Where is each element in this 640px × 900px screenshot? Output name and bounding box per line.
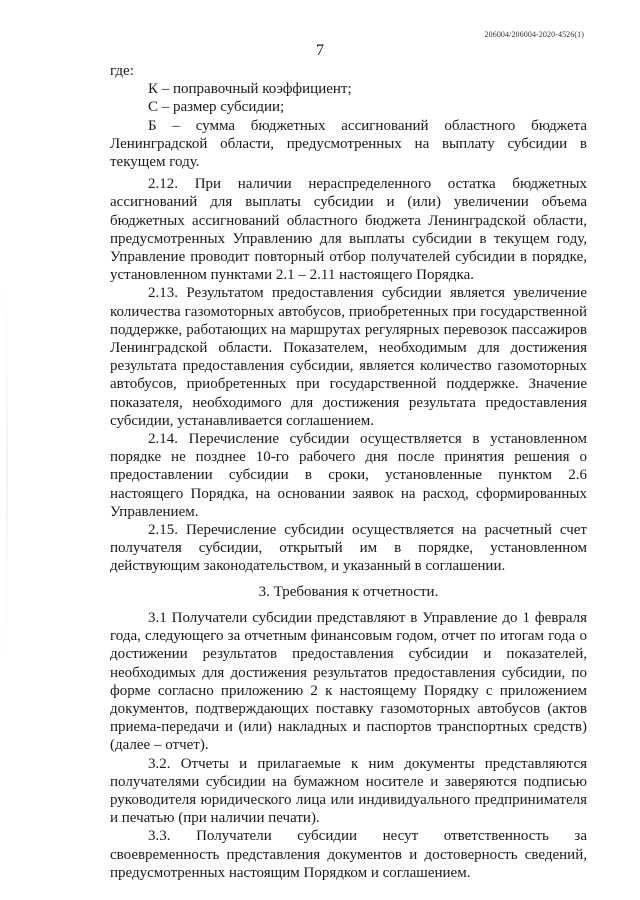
definition-k: К – поправочный коэффициент; [148, 81, 352, 98]
paragraph-2-14: 2.14. Перечисление субсидии осуществляется в установленном порядке не позднее 10-го рабочего дня после принятия решения о предоставлении субсидии в сроки, установленные пунктом 2.6 настоящего Порядка, на основании заявок на расход, сформированных Управлением. [110, 431, 587, 520]
paragraph-2-15: 2.15. Перечисление субсидии осуществляется на расчетный счет получателя субсидии, открытый им в порядке, установленном действующим законодательством, и указанный в соглашении. [110, 522, 587, 575]
definition-c: С – размер субсидии; [148, 99, 285, 116]
section-3-title: 3. Требования к отчетности. [258, 583, 439, 600]
document-body [110, 62, 587, 882]
paragraph-3-2: 3.2. Отчеты и прилагаемые к ним документы представляются получателями субсидии на бумажном носителе и заверяются подписью руководителя юридического лица или индивидуального предпринимателя и печатью (при наличии печати). [110, 755, 587, 827]
paragraph-2-12: 2.12. При наличии нераспределенного остатка бюджетных ассигнований для выплаты субсидии и (или) увеличении объема бюджетных ассигнований областного бюджета Ленинградской области, предусмотренных Управлению для выплаты субсидии в текущем году, Управление проводит повторный отбор получателей субсидии в порядке, установленном пунктами 2.1 – 2.11 настоящего Порядка. [110, 176, 587, 284]
document-code: 206004/206004-2020-4526(1) [484, 30, 584, 39]
scan-edge-shadow [6, 280, 8, 660]
paragraph-3-1: 3.1 Получатели субсидии представляют в Управление до 1 февраля года, следующего за отчетным финансовым годом, отчет по итогам года о достижении результатов предоставления субсидии и показателей, необходимых для достижения результатов предоставления субсидии, по форме согласно приложению 2 к настоящему Порядку с приложением документов, подтверждающих поставку газомоторных автобусов (актов приема-передачи и (или) накладных и паспортов транспортных средств) (далее – отчет). [110, 609, 587, 754]
paragraph-2-13: 2.13. Результатом предоставления субсидии является увеличение количества газомоторных автобусов, приобретенных при государственной поддержке, работающих на маршрутах регулярных перевозок пассажиров Ленинградской области. Показателем, необходимым для достижения результата предоставления субсидии, является количество газомоторных автобусов, приобретенных при государственной поддержке. Значение показателя, необходимого для достижения результата предоставления субсидии, устанавливается соглашением. [110, 285, 587, 429]
definition-b: Б – сумма бюджетных ассигнований областного бюджета Ленинградской области, предусмотренных на выплату субсидии в текущем году. [110, 117, 587, 171]
paragraph-3-3: 3.3. Получатели субсидии несут ответственность за своевременность представления документов и достоверность сведений, предусмотренных настоящим Порядком и соглашением. [110, 828, 587, 881]
where-label: где: [110, 63, 134, 79]
page-number: 7 [316, 42, 324, 59]
